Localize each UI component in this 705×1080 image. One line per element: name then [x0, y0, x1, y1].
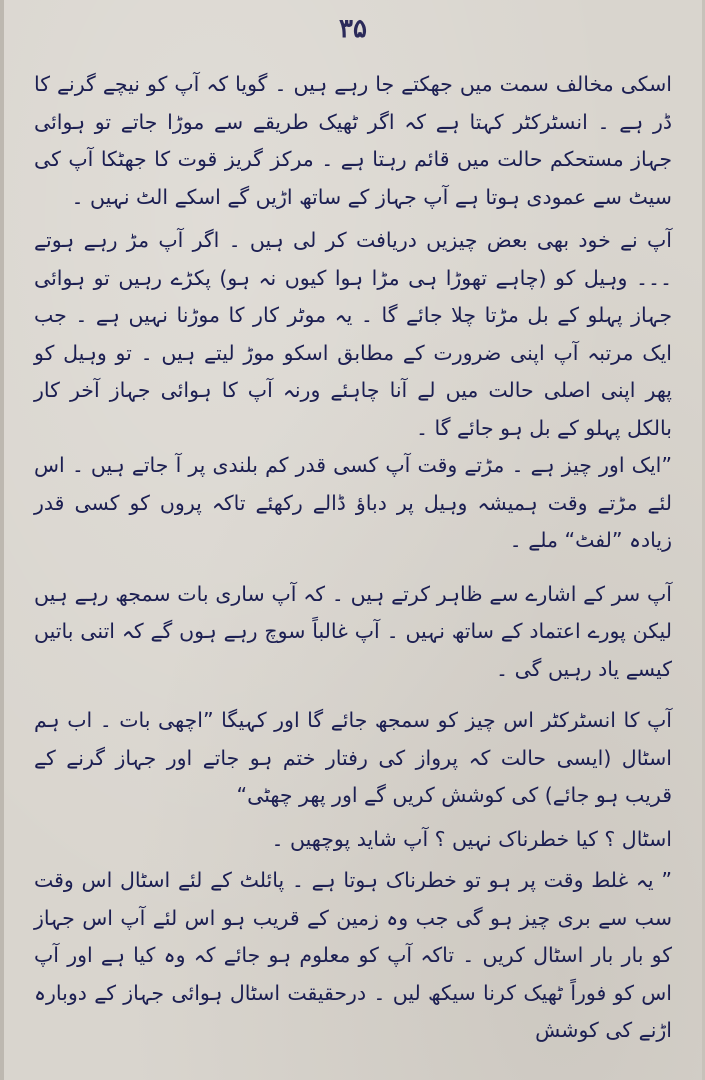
- paragraph-2: آپ نے خود بھی بعض چیزیں دریافت کر لی ہیں ۔ اگر آپ مڑ رہے ہوتے ۔۔۔ وہیل کو (چاہے تھوڑا ہی مڑا ہوا کیوں نہ ہو) پکڑے رہیں تو ہوائی جہاز پہلو کے بل مڑتا چلا جائے گا ۔ یہ موٹر کار کا موڑنا نہیں ہے ۔ جب ایک مرتبہ آپ اپنی ضرورت کے مطابق اسکو موڑ لیتے ہیں ۔ تو وہیل کو پھر اپنی اصلی حالت میں لے آنا چاہئے ورنہ آپ کا ہوائی جہاز آخر کار بالکل پہلو کے بل ہو جائے گا ۔: [34, 228, 672, 440]
- paragraph-7: ” یہ غلط وقت پر ہو تو خطرناک ہوتا ہے ۔ پائلٹ کے لئے اسٹال اس وقت سب سے بری چیز ہو گی جب وہ زمین کے قریب ہو اس لئے آپ اس جہاز کو بار بار اسٹال کریں ۔ تاکہ آپ کو معلوم ہو جائے کہ وہ کیا ہے اور آپ اس کو فوراً ٹھیک کرنا سیکھ لیں ۔ درحقیقت اسٹال ہوائی جہاز کے دوبارہ اڑنے کی کوشش: [34, 868, 672, 1042]
- paragraph-6: اسٹال ؟ کیا خطرناک نہیں ؟ آپ شاید پوچھیں ۔: [271, 826, 672, 851]
- paragraph-4: آپ سر کے اشارے سے ظاہر کرتے ہیں ۔ کہ آپ ساری بات سمجھ رہے ہیں لیکن پورے اعتماد کے ساتھ نہیں ۔ آپ غالباً سوچ رہے ہوں گے کہ اتنی باتیں کیسے یاد رہیں گی ۔: [34, 581, 672, 681]
- paragraph-5: آپ کا انسٹرکٹر اس چیز کو سمجھ جائے گا اور کہیگا ”اچھی بات ۔ اب ہم اسٹال (ایسی حالت کہ پرواز کی رفتار ختم ہو جاتے اور جہاز گرنے کے قریب ہو جائے) کی کوشش کریں گے اور پھر چھٹی“: [34, 708, 672, 807]
- paragraph-1: اسکی مخالف سمت میں جھکتے جا رہے ہیں ۔ گویا کہ آپ کو نیچے گرنے کا ڈر ہے ۔ انسٹرکٹر کہتا ہے کہ اگر ٹھیک طریقے سے موڑا جاتے تو ہوائی جہاز مستحکم حالت میں قائم رہتا ہے ۔ مرکز گریز قوت کا جھٹکا آپ کی سیٹ سے عمودی ہوتا ہے آپ جہاز کے ساتھ اڑیں گے اسکے الٹ نہیں ۔: [34, 72, 672, 209]
- page-number: ۳۵: [339, 14, 367, 44]
- page-body: [34, 66, 672, 1050]
- paragraph-3: ”ایک اور چیز ہے ۔ مڑتے وقت آپ کسی قدر کم بلندی پر آ جاتے ہیں ۔ اس لئے مڑتے وقت ہمیشہ وہیل پر دباؤ ڈالے رکھئے تاکہ پروں کو کسی قدر زیادہ ”لفٹ“ ملے ۔: [34, 453, 672, 552]
